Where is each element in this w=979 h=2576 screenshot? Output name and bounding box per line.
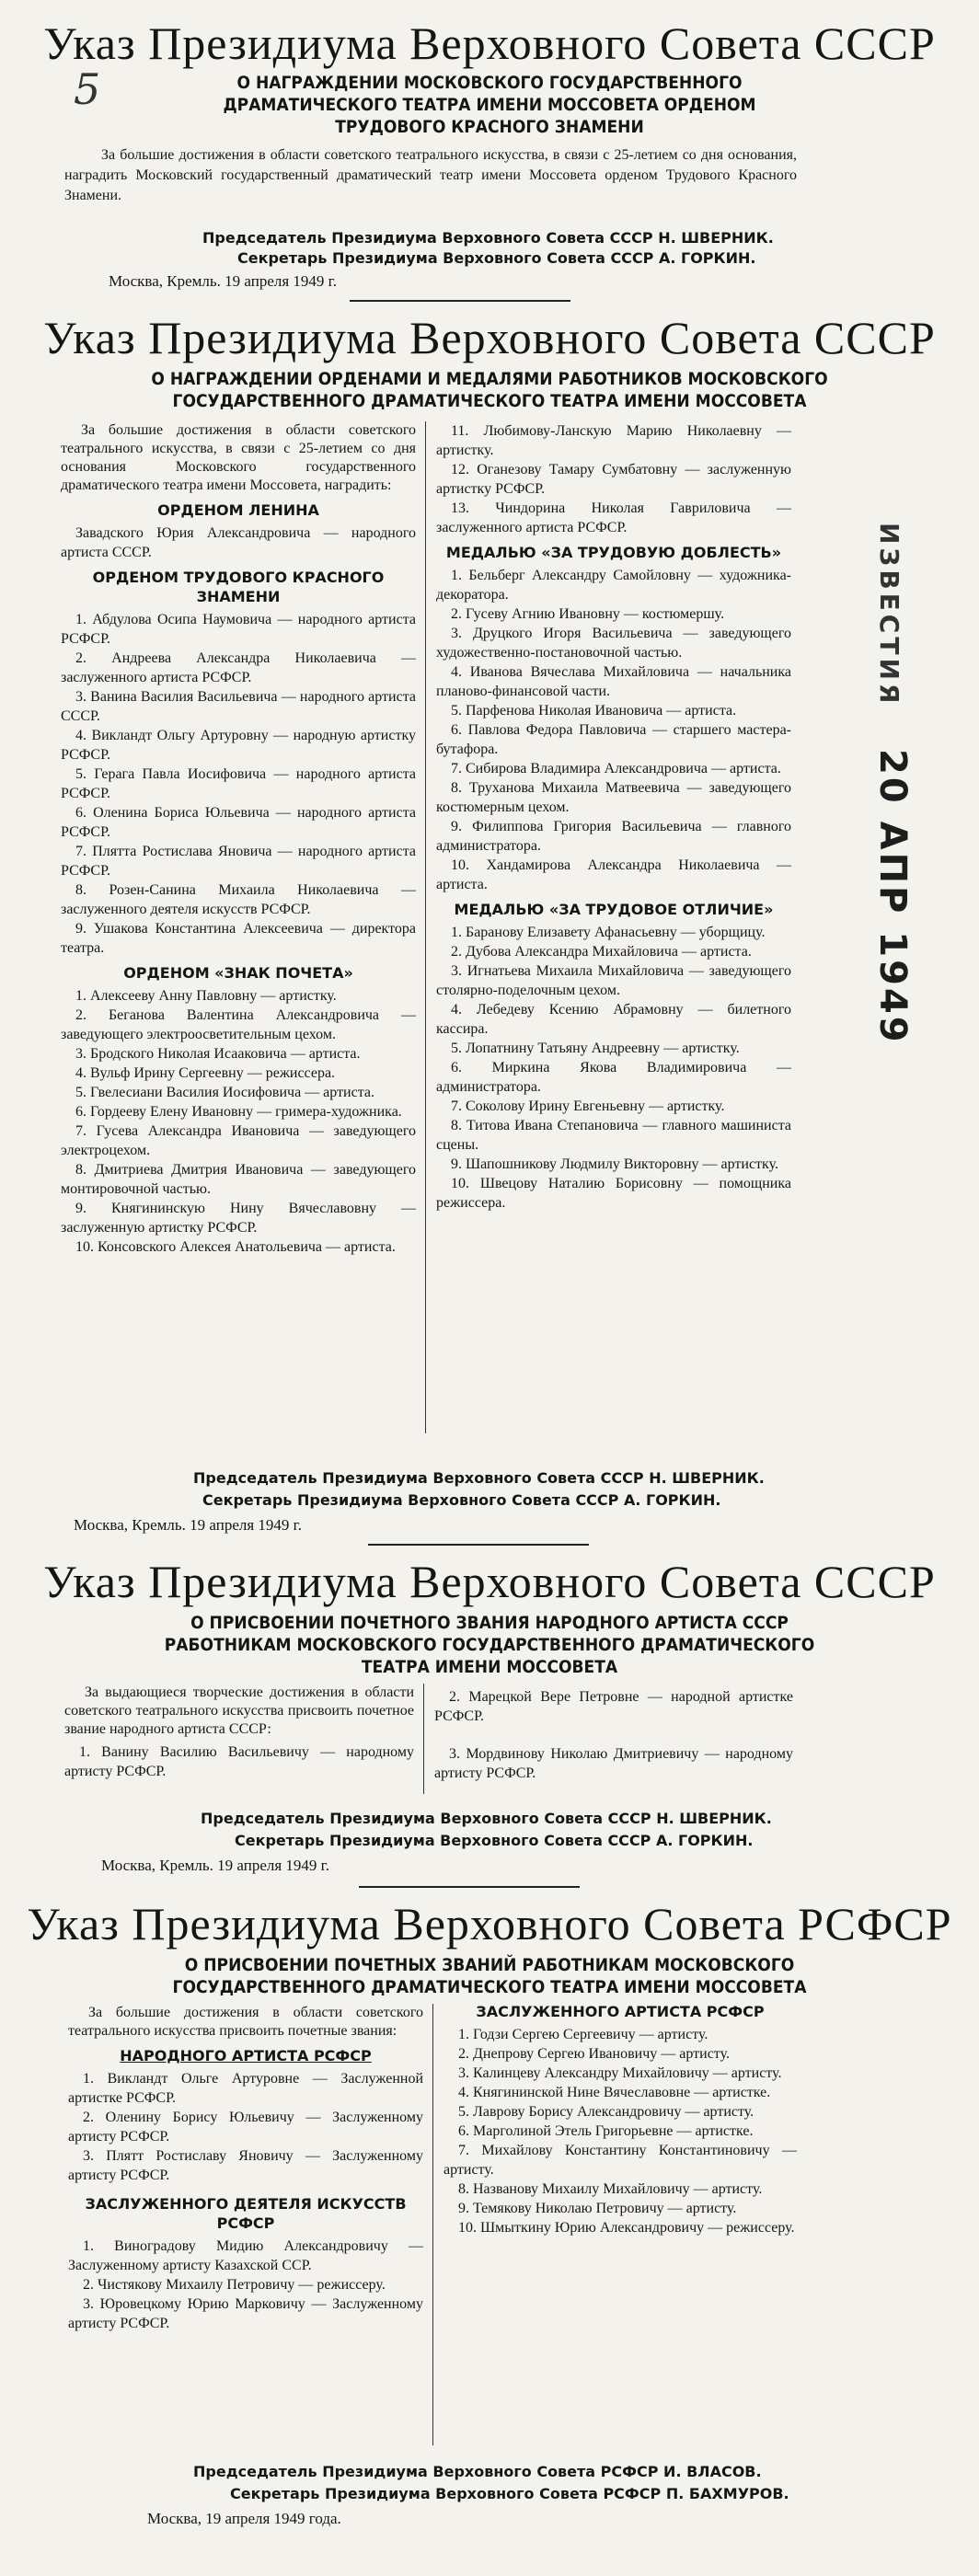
decree3-right-column <box>434 1687 793 1783</box>
subtitle-line: ГОСУДАРСТВЕННОГО ДРАМАТИЧЕСКОГО ТЕАТРА ИМЕНИ МОССОВЕТА <box>172 391 807 411</box>
list-item: 1. Алексееву Анну Павловну — артистку. <box>75 988 337 1004</box>
list-item: 1. Годзи Сергею Сергеевичу — артисту. <box>458 2027 708 2042</box>
list-item: 10. Хандамирова Александра Николаевича — артиста. <box>436 857 791 892</box>
list-item: 3. Плятт Ростиславу Яновичу — Заслуженному артисту РСФСР. <box>68 2148 423 2183</box>
order-tkz-heading: ОРДЕНОМ ТРУДОВОГО КРАСНОГО ЗНАМЕНИ <box>92 569 385 605</box>
column-divider <box>432 2004 433 2445</box>
list-item: 3. Бродского Николая Исааковича — артиста. <box>75 1046 361 1062</box>
list-item: 3. Мордвинову Николаю Дмитриевичу — народному артисту РСФСР. <box>434 1746 793 1781</box>
decree1-subtitle <box>0 72 979 138</box>
decree4-right-column <box>443 2002 797 2237</box>
list-item: 5. Лопатнину Татьяну Андреевну — артистку. <box>451 1041 740 1056</box>
stamp-date: 20 АПР 1949 <box>871 749 914 1045</box>
list-item: 4. Вульф Ирину Сергеевну — режиссера. <box>75 1065 336 1081</box>
list-item: 2. Андреева Александра Николаевича — заслуженного артиста РСФСР. <box>61 650 416 685</box>
honored-artist-heading: ЗАСЛУЖЕННОГО АРТИСТА РСФСР <box>476 2003 765 2020</box>
decree4-date: Москва, 19 апреля 1949 года. <box>147 2510 341 2527</box>
stamp-newspaper-name: ИЗВЕСТИЯ <box>874 523 904 707</box>
list-item: 10. Швецову Наталию Борисовну — помощника режиссера. <box>436 1176 791 1211</box>
order-zp-heading: ОРДЕНОМ «ЗНАК ПОЧЕТА» <box>123 964 353 982</box>
separator-rule <box>350 300 570 302</box>
decree3-intro: За выдающиеся творческие достижения в области советского театрального искусства присвоить почетное звание народного артиста СССР: <box>64 1685 414 1737</box>
subtitle-line: О ПРИСВОЕНИИ ПОЧЕТНОГО ЗВАНИЯ НАРОДНОГО АРТИСТА СССР <box>190 1613 789 1633</box>
list-item: 7. Сибирова Владимира Александровича — артиста. <box>451 761 781 776</box>
decree3-date: Москва, Кремль. 19 апреля 1949 г. <box>101 1857 329 1874</box>
decree3-secretary-signature: Секретарь Президиума Верховного Совета СССР А. ГОРКИН. <box>235 1832 754 1849</box>
decree4-secretary-signature: Секретарь Президиума Верховного Совета РСФСР П. БАХМУРОВ. <box>230 2485 789 2502</box>
list-item: 2. Днепрову Сергею Ивановичу — артисту. <box>458 2046 730 2062</box>
decree1-date: Москва, Кремль. 19 апреля 1949 г. <box>109 272 337 290</box>
list-item: 6. Павлова Федора Павловича — старшего мастера-бутафора. <box>436 722 791 757</box>
list-item: 8. Названову Михаилу Михайловичу — артисту. <box>458 2181 763 2197</box>
subtitle-line: РАБОТНИКАМ МОСКОВСКОГО ГОСУДАРСТВЕННОГО ДРАМАТИЧЕСКОГО <box>164 1635 815 1655</box>
list-item: 10. Консовского Алексея Анатольевича — артиста. <box>75 1239 396 1255</box>
list-item: 7. Плятта Ростислава Яновича — народного артиста РСФСР. <box>61 844 416 879</box>
list-item: 11. Любимову-Ланскую Марию Николаевну — артистку. <box>436 423 791 458</box>
margin-pencil-mark: 5 <box>74 64 101 114</box>
decree3-left-column <box>64 1684 414 1781</box>
newspaper-stamp <box>810 511 975 1045</box>
subtitle-line: О НАГРАЖДЕНИИ МОСКОВСКОГО ГОСУДАРСТВЕННОГО <box>236 73 743 93</box>
list-item: 8. Титова Ивана Степановича — главного машиниста сцены. <box>436 1118 791 1153</box>
decree1-secretary-signature: Секретарь Президиума Верховного Совета СССР А. ГОРКИН. <box>237 249 756 267</box>
decree4-title: Указ Президиума Верховного Совета РСФСР <box>27 1898 952 1949</box>
honored-arts-worker-heading: ЗАСЛУЖЕННОГО ДЕЯТЕЛЯ ИСКУССТВ РСФСР <box>85 2195 407 2232</box>
medal-labor-distinction-heading: МЕДАЛЬЮ «ЗА ТРУДОВОЕ ОТЛИЧИЕ» <box>454 901 774 918</box>
list-item: 7. Михайлову Константину Константиновичу — артисту. <box>443 2143 797 2178</box>
decree2-left-column <box>61 421 416 1257</box>
decree4-left-column <box>68 2004 423 2333</box>
list-item: 4. Княгининской Нине Вячеславовне — артистке. <box>458 2085 771 2100</box>
list-item: 7. Соколову Ирину Евгеньевну — артистку. <box>451 1098 725 1114</box>
list-item: 4. Лебедеву Ксению Абрамовну — билетного кассира. <box>436 1002 791 1037</box>
list-item: 9. Княгининскую Нину Вячеславовну — заслуженную артистку РСФСР. <box>61 1201 416 1236</box>
list-item: 1. Баранову Елизавету Афанасьевну — уборщицу. <box>451 925 766 940</box>
list-item: 1. Ванину Василию Васильевичу — народному артисту РСФСР. <box>64 1744 414 1779</box>
list-item: 5. Парфенова Николая Ивановича — артиста. <box>451 703 737 719</box>
list-item: Завадского Юрия Александровича — народного артиста СССР. <box>61 525 416 560</box>
subtitle-line: ТЕАТРА ИМЕНИ МОССОВЕТА <box>361 1657 618 1677</box>
list-item: 8. Розен-Санина Михаила Николаевича — заслуженного деятеля искусств РСФСР. <box>61 882 416 917</box>
subtitle-line: ГОСУДАРСТВЕННОГО ДРАМАТИЧЕСКОГО ТЕАТРА ИМЕНИ МОССОВЕТА <box>172 1977 807 1997</box>
decree2-chairman-signature: Председатель Президиума Верховного Совета СССР Н. ШВЕРНИК. <box>193 1469 765 1487</box>
column-divider <box>423 1684 424 1794</box>
list-item: 8. Дмитриева Дмитрия Ивановича — заведующего монтировочной частью. <box>61 1162 416 1197</box>
decree2-title: Указ Президиума Верховного Совета СССР <box>43 312 936 363</box>
separator-rule <box>359 1886 580 1888</box>
decree3-title: Указ Президиума Верховного Совета СССР <box>43 1556 936 1607</box>
list-item: 9. Ушакова Константина Алексеевича — директора театра. <box>61 921 416 956</box>
decree1-title: Указ Президиума Верховного Совета СССР <box>43 17 936 69</box>
list-item: 2. Марецкой Вере Петровне — народной артистке РСФСР. <box>434 1689 793 1724</box>
list-item: 3. Друцкого Игоря Васильевича — заведующего художественно-постановочной частью. <box>436 626 791 661</box>
list-item: 2. Беганова Валентина Александровича — заведующего электроосветительным цехом. <box>61 1007 416 1042</box>
decree4-subtitle <box>0 1954 979 1998</box>
list-item: 6. Миркина Якова Владимировича — администратора. <box>436 1060 791 1095</box>
list-item: 9. Филиппова Григория Васильевича — главного администратора. <box>436 819 791 854</box>
list-item: 6. Оленина Бориса Юльевича — народного артиста РСФСР. <box>61 805 416 840</box>
order-lenin-heading: ОРДЕНОМ ЛЕНИНА <box>157 501 319 519</box>
list-item: 12. Оганезову Тамару Сумбатовну — заслуженную артистку РСФСР. <box>436 462 791 497</box>
decree2-right-column <box>436 421 791 1213</box>
list-item: 2. Дубова Александра Михайловича — артиста. <box>451 944 752 960</box>
list-item: 6. Марголиной Этель Григорьевне — артистке. <box>458 2123 754 2139</box>
list-item: 2. Оленину Борису Юльевичу — Заслуженному артисту РСФСР. <box>68 2110 423 2145</box>
list-item: 10. Шмыткину Юрию Александровичу — режиссеру. <box>458 2220 795 2236</box>
list-item: 1. Виноградову Мидию Александровичу — Заслуженному артисту Казахской ССР. <box>68 2238 423 2273</box>
list-item: 3. Калинцеву Александру Михайловичу — артисту. <box>458 2065 782 2081</box>
list-item: 3. Юровецкому Юрию Марковичу — Заслуженному артисту РСФСР. <box>68 2296 423 2331</box>
separator-rule <box>368 1544 589 1546</box>
list-item: 8. Труханова Михаила Матвеевича — заведующего костюмерным цехом. <box>436 780 791 815</box>
column-divider <box>425 421 426 1433</box>
list-item: 2. Чистякову Михаилу Петровичу — режиссеру. <box>83 2277 386 2293</box>
list-item: 13. Чиндорина Николая Гавриловича — заслуженного артиста РСФСР. <box>436 500 791 535</box>
list-item: 1. Абдулова Осипа Наумовича — народного артиста РСФСР. <box>61 612 416 647</box>
list-item: 9. Темякову Николаю Петровичу — артисту. <box>458 2201 737 2216</box>
list-item: 9. Шапошникову Людмилу Викторовну — артистку. <box>451 1156 778 1172</box>
list-item: 4. Иванова Вячеслава Михайловича — начальника планово-финансовой части. <box>436 664 791 699</box>
decree2-subtitle <box>0 368 979 412</box>
subtitle-line: О ПРИСВОЕНИИ ПОЧЕТНЫХ ЗВАНИЙ РАБОТНИКАМ МОСКОВСКОГО <box>184 1955 795 1975</box>
decree3-subtitle <box>0 1612 979 1678</box>
decree3-chairman-signature: Председатель Президиума Верховного Совета СССР Н. ШВЕРНИК. <box>201 1810 772 1827</box>
decree1-chairman-signature: Председатель Президиума Верховного Совета СССР Н. ШВЕРНИК. <box>202 229 774 247</box>
list-item: 7. Гусева Александра Ивановича — заведующего электроцехом. <box>61 1123 416 1158</box>
list-item: 6. Гордееву Елену Ивановну — гримера-художника. <box>75 1104 402 1120</box>
list-item: 5. Лаврову Борису Александровичу — артисту. <box>458 2104 754 2120</box>
subtitle-line: О НАГРАЖДЕНИИ ОРДЕНАМИ И МЕДАЛЯМИ РАБОТНИКОВ МОСКОВСКОГО <box>151 369 828 389</box>
list-item: 1. Бельберг Александру Самойловну — художника-декоратора. <box>436 568 791 603</box>
decree2-intro: За большие достижения в области советского театрального искусства, в связи с 25-летием со дня основания Московского государственного драматического театра имени Моссовета, наградить: <box>61 422 416 493</box>
list-item: 5. Гвелесиани Василия Иосифовича — артиста. <box>75 1085 375 1100</box>
decree1-text: За большие достижения в области советского театрального искусства, в связи с 25-летием со дня основания, наградить Московский государственный драматический театр имени Моссовета орденом Трудового Красного Знамени. <box>64 147 797 203</box>
decree2-date: Москва, Кремль. 19 апреля 1949 г. <box>74 1516 302 1534</box>
decree2-secretary-signature: Секретарь Президиума Верховного Совета СССР А. ГОРКИН. <box>202 1491 721 1509</box>
list-item: 5. Герага Павла Иосифовича — народного артиста РСФСР. <box>61 766 416 801</box>
list-item: 2. Гусеву Агнию Ивановну — костюмершу. <box>451 606 725 622</box>
subtitle-line: ТРУДОВОГО КРАСНОГО ЗНАМЕНИ <box>335 117 644 137</box>
decree4-chairman-signature: Председатель Президиума Верховного Совета РСФСР И. ВЛАСОВ. <box>193 2463 762 2480</box>
list-item: 3. Игнатьева Михаила Михайловича — заведующего столярно-поделочным цехом. <box>436 963 791 998</box>
medal-labor-valor-heading: МЕДАЛЬЮ «ЗА ТРУДОВУЮ ДОБЛЕСТЬ» <box>445 544 782 561</box>
subtitle-line: ДРАМАТИЧЕСКОГО ТЕАТРА ИМЕНИ МОССОВЕТА ОРДЕНОМ <box>223 95 756 115</box>
list-item: 4. Викландт Ольгу Артуровну — народную артистку РСФСР. <box>61 728 416 763</box>
list-item: 1. Викландт Ольге Артуровне — Заслуженной артистке РСФСР. <box>68 2071 423 2106</box>
decree4-intro: За большие достижения в области советского театрального искусства присвоить почетные звания: <box>68 2005 423 2039</box>
folk-artist-heading: НАРОДНОГО АРТИСТА РСФСР <box>120 2047 372 2064</box>
list-item: 3. Ванина Василия Васильевича — народного артиста СССР. <box>61 689 416 724</box>
